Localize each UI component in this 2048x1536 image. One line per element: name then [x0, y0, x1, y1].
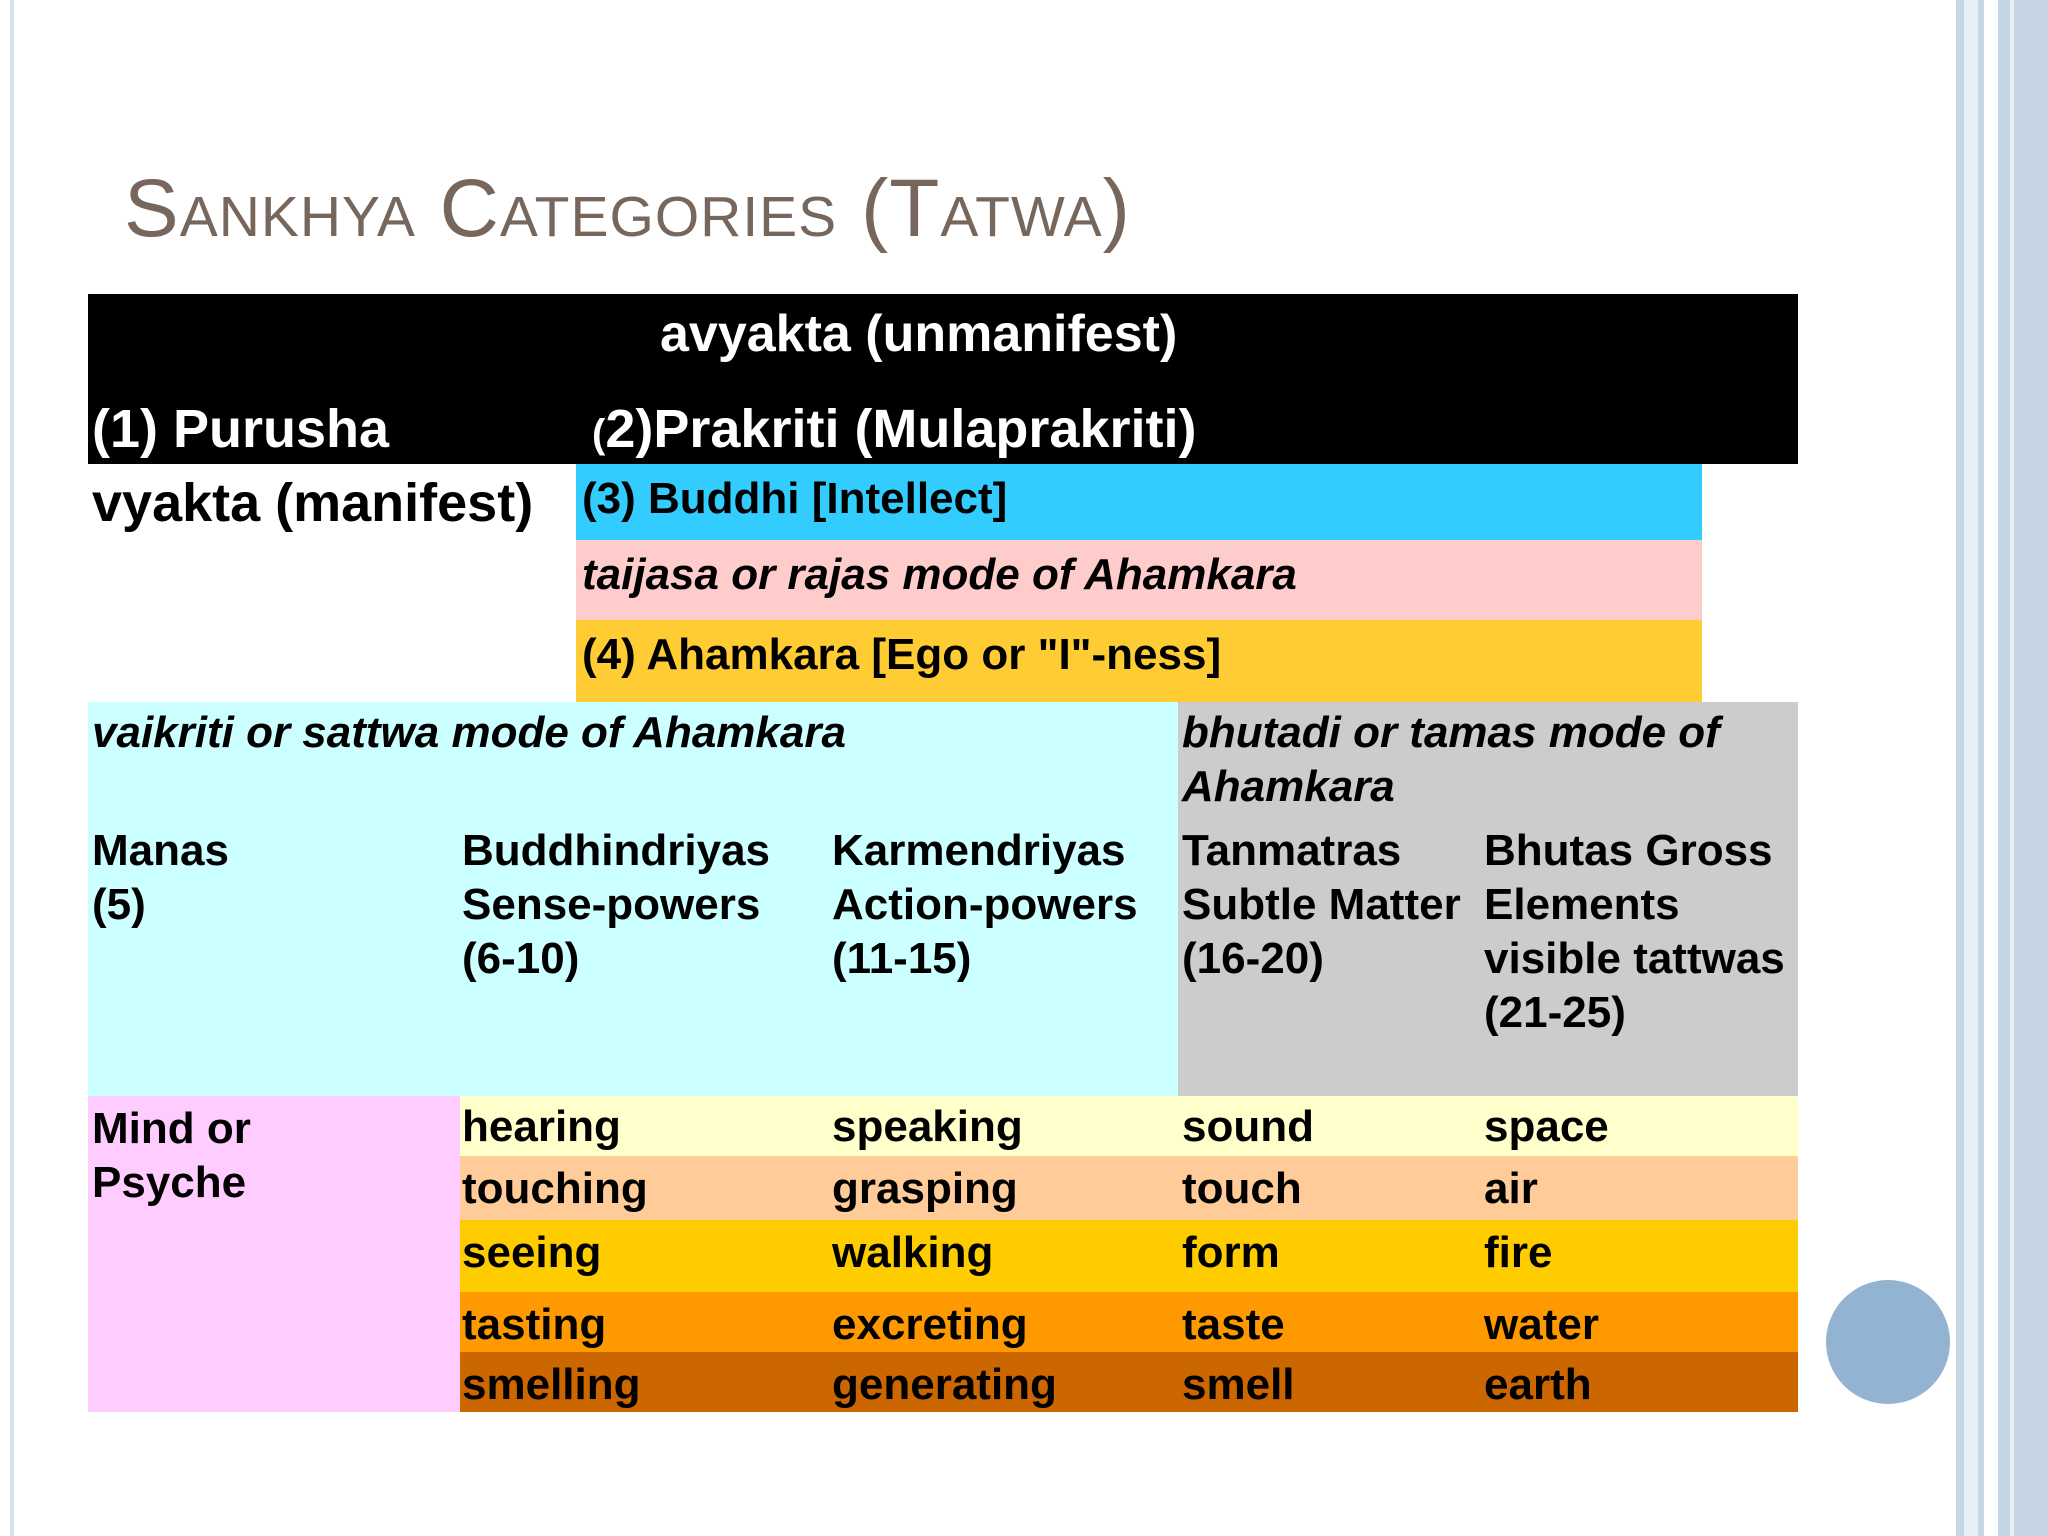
purusha-label: (1) Purusha [92, 399, 390, 459]
cell-action: grasping [832, 1164, 1018, 1213]
cell-action: generating [832, 1360, 1057, 1409]
right-border-bar [2010, 0, 2014, 1536]
table-row [460, 1156, 1798, 1220]
decorative-circle [1826, 1280, 1950, 1404]
cell-gross: water [1484, 1300, 1599, 1349]
cell-sense: smelling [462, 1360, 641, 1409]
right-border-bar [1978, 0, 1984, 1536]
ahamkara-label: (4) Ahamkara [Ego or "I"-ness] [582, 630, 1222, 679]
header-buddhindriyas: Buddhindriyas Sense-powers (6-10) [462, 826, 771, 983]
header-karmendriyas: Karmendriyas Action-powers (11-15) [832, 826, 1138, 983]
cell-action: excreting [832, 1300, 1028, 1349]
cell-subtle: sound [1182, 1102, 1314, 1151]
right-border-bar [1964, 0, 1978, 1536]
cell-gross: space [1484, 1102, 1609, 1151]
buddhi-label: (3) Buddhi [Intellect] [582, 474, 1008, 523]
cell-action: walking [832, 1228, 994, 1277]
taijasa-cell [576, 540, 1702, 620]
table-row [460, 1220, 1798, 1292]
cell-subtle: touch [1182, 1164, 1302, 1213]
sattwa-label: vaikriti or sattwa mode of Ahamkara [92, 708, 846, 757]
header-tanmatras: Tanmatras Subtle Matter (16-20) [1182, 826, 1461, 983]
cell-sense: hearing [462, 1102, 621, 1151]
mind-label: Mind or Psyche [92, 1104, 251, 1207]
avyakta-label: avyakta (unmanifest) [660, 305, 1178, 363]
taijasa-label: taijasa or rajas mode of Ahamkara [582, 550, 1297, 599]
cell-subtle: taste [1182, 1300, 1285, 1349]
buddhi-cell [576, 464, 1702, 540]
cell-sense: touching [462, 1164, 648, 1213]
right-border-bar [1956, 0, 1964, 1536]
slide-title: Sankhya Categories (Tatwa) [124, 163, 1131, 254]
right-border-bar [1998, 0, 2048, 1536]
table-row [460, 1352, 1798, 1412]
cell-action: speaking [832, 1102, 1023, 1151]
prakriti-text: 2)Prakriti (Mulaprakriti) [605, 399, 1197, 459]
cell-gross: earth [1484, 1360, 1592, 1409]
header-manas: Manas (5) [92, 826, 229, 929]
ahamkara-cell [576, 620, 1702, 702]
prakriti-label [592, 398, 1196, 465]
cell-subtle: smell [1182, 1360, 1295, 1409]
left-border-line [10, 0, 14, 1536]
vyakta-label: vyakta (manifest) [92, 473, 534, 533]
cell-gross: air [1484, 1164, 1538, 1213]
header-bhutas: Bhutas Gross Elements visible tattwas (21-25) [1484, 826, 1785, 1037]
cell-gross: fire [1484, 1228, 1553, 1277]
cell-sense: seeing [462, 1228, 602, 1277]
prakriti-paren: ( [592, 412, 606, 456]
cell-subtle: form [1182, 1228, 1280, 1277]
cell-sense: tasting [462, 1300, 607, 1349]
tamas-label: bhutadi or tamas mode of Ahamkara [1182, 708, 1720, 811]
